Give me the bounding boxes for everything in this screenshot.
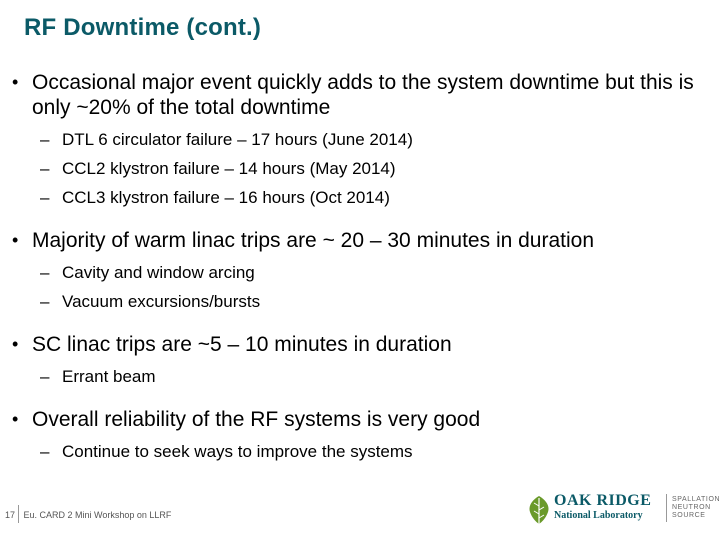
slide-footer: [5, 510, 177, 520]
slide-body: [12, 70, 702, 482]
national-laboratory-text: National Laboratory: [554, 510, 643, 521]
sub-bullet-item: – CCL3 klystron failure – 16 hours (Oct 2014): [12, 188, 702, 208]
bullet-group-3: [12, 332, 702, 387]
sub-bullet-item: – Continue to seek ways to improve the systems: [12, 442, 702, 462]
sub-bullet-item: – DTL 6 circulator failure – 17 hours (June 2014): [12, 130, 702, 150]
bullet-group-2: [12, 228, 702, 312]
ornl-wordmark: [554, 492, 651, 521]
oak-leaf-icon: [526, 494, 552, 526]
slide-title: RF Downtime (cont.): [24, 14, 262, 41]
bullet-group-1: [12, 70, 702, 208]
sub-bullet-item: – Vacuum excursions/bursts: [12, 292, 702, 312]
sub-bullet-item: – Cavity and window arcing: [12, 263, 702, 283]
sub-bullet-item: – CCL2 klystron failure – 14 hours (May 2014): [12, 159, 702, 179]
sub-bullet-item: – Errant beam: [12, 367, 702, 387]
oak-ridge-text: OAK RIDGE: [554, 492, 652, 509]
sns-line-1: SPALLATION: [672, 496, 720, 503]
sns-line-2: NEUTRON: [672, 504, 711, 511]
bullet-group-4: [12, 407, 702, 462]
footer-text: Eu. CARD 2 Mini Workshop on LLRF: [23, 510, 172, 520]
ornl-sns-logo: [520, 490, 720, 530]
sns-wordmark: [672, 496, 720, 520]
page-number: 17: [5, 510, 16, 520]
logo-divider: [666, 494, 667, 522]
title-divider: [22, 44, 698, 45]
bullet-item: • Overall reliability of the RF systems is very good: [12, 407, 702, 432]
bullet-item: • Occasional major event quickly adds to the system downtime but this is only ~20% of the total downtime: [12, 70, 702, 120]
footer-divider: [18, 505, 19, 523]
bullet-item: • Majority of warm linac trips are ~ 20 – 30 minutes in duration: [12, 228, 702, 253]
sns-line-3: SOURCE: [672, 512, 706, 519]
bullet-item: • SC linac trips are ~5 – 10 minutes in duration: [12, 332, 702, 357]
